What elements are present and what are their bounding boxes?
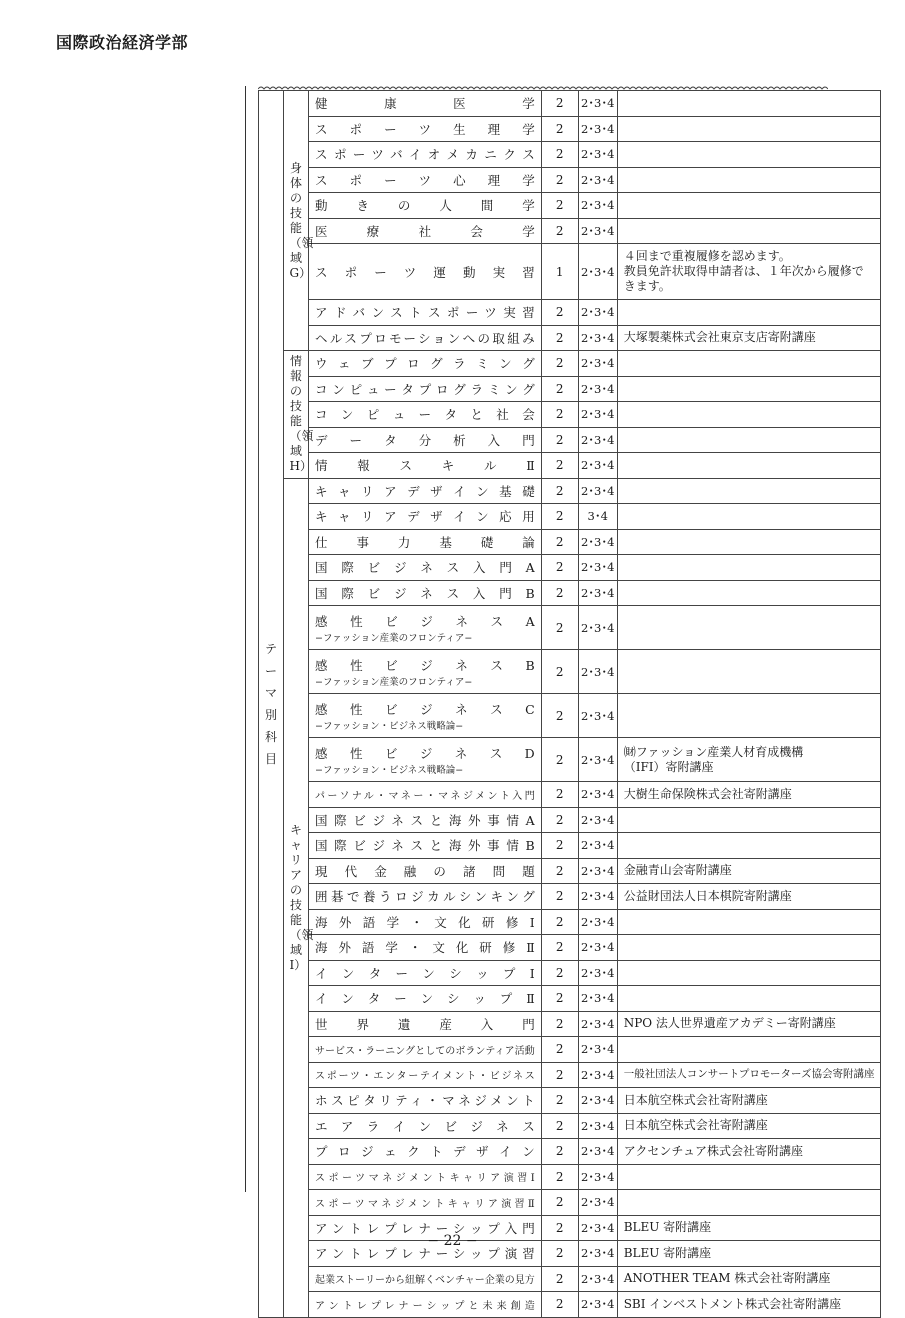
credits-cell: 2 (541, 1266, 578, 1292)
credits-cell: 2 (541, 142, 578, 168)
table-row (259, 986, 881, 1012)
credits-cell: 2 (541, 1215, 578, 1241)
group-label (284, 478, 314, 1317)
course-name: ホスピタリティ・マネジメント (309, 1088, 542, 1114)
course-name (309, 650, 542, 694)
table-row (259, 193, 881, 219)
note-cell (617, 1164, 881, 1190)
note-cell (617, 427, 881, 453)
years-cell: 3･4 (578, 504, 617, 530)
table-row (259, 244, 881, 300)
years-cell: 2･3･4 (578, 1190, 617, 1216)
course-name: コ ン ピ ュ ー タ と 社 会 (309, 402, 542, 428)
course-name: アントレプレナーシップと未来創造 (309, 1292, 542, 1318)
years-cell: 2･3･4 (578, 1011, 617, 1037)
table-row (259, 935, 881, 961)
credits-cell: 2 (541, 986, 578, 1012)
table-row (259, 427, 881, 453)
years-cell: 2･3･4 (578, 1266, 617, 1292)
years-cell: 2･3･4 (578, 1113, 617, 1139)
course-name: 現 代 金 融 の 諸 問 題 (309, 858, 542, 884)
course-name: デ ー タ 分 析 入 門 (309, 427, 542, 453)
note-cell (617, 833, 881, 859)
credits-cell: 2 (541, 1241, 578, 1267)
course-name: ス ポ ー ツ 運 動 実 習 (309, 244, 542, 300)
table-row (259, 1062, 881, 1088)
table-row (259, 453, 881, 479)
years-cell: 2･3･4 (578, 986, 617, 1012)
table-row (259, 1266, 881, 1292)
credits-cell: 2 (541, 1088, 578, 1114)
course-name: 世 界 遺 産 入 門 (309, 1011, 542, 1037)
credits-cell: 2 (541, 909, 578, 935)
note-cell: アクセンチュア株式会社寄附講座 (617, 1139, 881, 1165)
years-cell: 2･3･4 (578, 116, 617, 142)
course-name-main: 感 性 ビ ジ ネ ス D (315, 745, 535, 761)
course-name-main: 感 性 ビ ジ ネ ス C (315, 701, 535, 717)
table-row (259, 650, 881, 694)
note-cell: 公益財団法人日本棋院寄附講座 (617, 884, 881, 910)
years-cell: 2･3･4 (578, 325, 617, 351)
note-cell (617, 478, 881, 504)
course-subtitle: −ファッション産業のフロンティア− (315, 676, 473, 688)
credits-cell: 2 (541, 193, 578, 219)
years-cell: 2･3･4 (578, 782, 617, 808)
course-name: ス ポ ー ツ 心 理 学 (309, 167, 542, 193)
course-name: 動 き の 人 間 学 (309, 193, 542, 219)
table-row (259, 833, 881, 859)
table-row (259, 351, 881, 377)
credits-cell: 2 (541, 376, 578, 402)
course-name: 仕 事 力 基 礎 論 (309, 529, 542, 555)
years-cell: 2･3･4 (578, 580, 617, 606)
credits-cell: 2 (541, 606, 578, 650)
course-name: 国 際 ビ ジ ネ ス 入 門 A (309, 555, 542, 581)
years-cell: 2･3･4 (578, 1215, 617, 1241)
table-row (259, 1011, 881, 1037)
years-cell: 2･3･4 (578, 738, 617, 782)
years-cell: 2･3･4 (578, 858, 617, 884)
years-cell: 2･3･4 (578, 376, 617, 402)
credits-cell: 2 (541, 1011, 578, 1037)
credits-cell: 2 (541, 453, 578, 479)
note-cell: 日本航空株式会社寄附講座 (617, 1113, 881, 1139)
table-row (259, 116, 881, 142)
table-row (259, 1113, 881, 1139)
note-cell (617, 300, 881, 326)
table-row (259, 325, 881, 351)
note-cell (617, 91, 881, 117)
note-cell (617, 555, 881, 581)
note-cell: 一般社団法人コンサートプロモーターズ協会寄附講座 (617, 1062, 881, 1088)
credits-cell: 2 (541, 833, 578, 859)
years-cell: 2･3･4 (578, 167, 617, 193)
credits-cell: 2 (541, 782, 578, 808)
table-row (259, 167, 881, 193)
note-cell (617, 909, 881, 935)
group-label-text: 情報の技能（領域H） (289, 354, 314, 474)
credits-cell: 2 (541, 1139, 578, 1165)
years-cell: 2･3･4 (578, 1164, 617, 1190)
note-cell (617, 807, 881, 833)
note-cell: ANOTHER TEAM 株式会社寄附講座 (617, 1266, 881, 1292)
credits-cell: 2 (541, 935, 578, 961)
course-name: スポーツ・エンターテイメント・ビジネス (309, 1062, 542, 1088)
note-cell (617, 167, 881, 193)
years-cell: 2･3･4 (578, 1062, 617, 1088)
course-name: 海 外 語 学 ・ 文 化 研 修 Ⅱ (309, 935, 542, 961)
course-name: 海 外 語 学 ・ 文 化 研 修 Ⅰ (309, 909, 542, 935)
table-row (259, 91, 881, 117)
table-row (259, 807, 881, 833)
note-cell: 大塚製薬株式会社東京支店寄附講座 (617, 325, 881, 351)
table-row (259, 1292, 881, 1318)
course-name: 健 康 医 学 (309, 91, 542, 117)
course-name: パーソナル・マネー・マネジメント入門 (309, 782, 542, 808)
table-row (259, 580, 881, 606)
note-cell (617, 376, 881, 402)
group-label (284, 351, 314, 479)
credits-cell: 2 (541, 1113, 578, 1139)
table-row (259, 782, 881, 808)
table-row (259, 884, 881, 910)
years-cell: 2･3･4 (578, 244, 617, 300)
note-cell (617, 1190, 881, 1216)
credits-cell: 2 (541, 1292, 578, 1318)
note-cell: 大樹生命保険株式会社寄附講座 (617, 782, 881, 808)
credits-cell: 2 (541, 1062, 578, 1088)
credits-cell: 2 (541, 300, 578, 326)
note-cell (617, 986, 881, 1012)
table-row (259, 909, 881, 935)
course-name: プ ロ ジ ェ ク ト デ ザ イ ン (309, 1139, 542, 1165)
note-cell: SBI インベストメント株式会社寄附講座 (617, 1292, 881, 1318)
note-cell: BLEU 寄附講座 (617, 1241, 881, 1267)
table-row (259, 738, 881, 782)
credits-cell: 2 (541, 960, 578, 986)
note-cell: 金融青山会寄附講座 (617, 858, 881, 884)
credits-cell: 2 (541, 478, 578, 504)
years-cell: 2･3･4 (578, 91, 617, 117)
years-cell: 2･3･4 (578, 807, 617, 833)
note-cell (617, 402, 881, 428)
course-name: キ ャ リ ア デ ザ イ ン 基 礎 (309, 478, 542, 504)
course-name (309, 694, 542, 738)
years-cell: 2･3･4 (578, 935, 617, 961)
credits-cell: 2 (541, 650, 578, 694)
course-name: イ ン タ ー ン シ ッ プ Ⅱ (309, 986, 542, 1012)
table-row (259, 694, 881, 738)
credits-cell: 2 (541, 529, 578, 555)
years-cell: 2･3･4 (578, 402, 617, 428)
years-cell: 2･3･4 (578, 606, 617, 650)
credits-cell: 2 (541, 167, 578, 193)
course-name: 情 報 ス キ ル Ⅱ (309, 453, 542, 479)
credits-cell: 2 (541, 807, 578, 833)
course-subtitle: −ファッション・ビジネス戦略論− (315, 720, 464, 732)
course-subtitle: −ファッション産業のフロンティア− (315, 632, 473, 644)
note-cell (617, 218, 881, 244)
course-subtitle: −ファッション・ビジネス戦略論− (315, 764, 464, 776)
credits-cell: 2 (541, 555, 578, 581)
years-cell: 2･3･4 (578, 142, 617, 168)
table-row (259, 606, 881, 650)
course-name: 国際ビジネスと海外事情A (309, 807, 542, 833)
credits-cell: 2 (541, 738, 578, 782)
table-row (259, 376, 881, 402)
table-row (259, 1088, 881, 1114)
note-cell (617, 694, 881, 738)
credits-cell: 2 (541, 504, 578, 530)
note-cell (617, 116, 881, 142)
years-cell: 2･3･4 (578, 529, 617, 555)
table-row (259, 960, 881, 986)
credits-cell: 1 (541, 244, 578, 300)
table-row (259, 504, 881, 530)
margin-rule (245, 86, 246, 1192)
table-row (259, 858, 881, 884)
note-cell (617, 935, 881, 961)
note-cell (617, 453, 881, 479)
credits-cell: 2 (541, 402, 578, 428)
credits-cell: 2 (541, 91, 578, 117)
note-cell (617, 504, 881, 530)
years-cell: 2･3･4 (578, 1241, 617, 1267)
course-name: 国際ビジネスと海外事情B (309, 833, 542, 859)
course-name: スポーツマネジメントキャリア演習Ⅱ (309, 1190, 542, 1216)
note-cell (617, 193, 881, 219)
years-cell: 2･3･4 (578, 478, 617, 504)
years-cell: 2･3･4 (578, 218, 617, 244)
course-name-main: 感 性 ビ ジ ネ ス B (315, 657, 535, 673)
note-cell (617, 580, 881, 606)
group-label-text: 身体の技能（領域G） (289, 160, 314, 280)
course-name: アントレプレナーシップ入門 (309, 1215, 542, 1241)
credits-cell: 2 (541, 884, 578, 910)
credits-cell: 2 (541, 351, 578, 377)
course-name: スポーツバイオメカニクス (309, 142, 542, 168)
page-number: − 22 − (427, 1233, 478, 1249)
years-cell: 2･3･4 (578, 650, 617, 694)
outer-group-label (259, 91, 284, 1318)
table-row (259, 1139, 881, 1165)
years-cell: 2･3･4 (578, 694, 617, 738)
course-name: アドバンストスポーツ実習 (309, 300, 542, 326)
table-row (259, 218, 881, 244)
group-label-text: キャリアの技能（領域Ⅰ） (289, 822, 314, 972)
years-cell: 2･3･4 (578, 193, 617, 219)
note-cell: NPO 法人世界遺産アカデミー寄附講座 (617, 1011, 881, 1037)
years-cell: 2･3･4 (578, 884, 617, 910)
years-cell: 2･3･4 (578, 453, 617, 479)
credits-cell: 2 (541, 1190, 578, 1216)
credits-cell: 2 (541, 218, 578, 244)
credits-cell: 2 (541, 325, 578, 351)
course-name: キ ャ リ ア デ ザ イ ン 応 用 (309, 504, 542, 530)
years-cell: 2･3･4 (578, 1139, 617, 1165)
faculty-title: 国際政治経済学部 (56, 33, 189, 52)
note-cell: ㈶ファッション産業人材育成機構 （IFI）寄附講座 (617, 738, 881, 782)
table-row (259, 1037, 881, 1063)
course-name-main: 感 性 ビ ジ ネ ス A (315, 613, 535, 629)
table-row (259, 555, 881, 581)
course-name: 囲碁で養うロジカルシンキング (309, 884, 542, 910)
course-name: サービス・ラーニングとしてのボランティア活動 (309, 1037, 542, 1063)
course-table (258, 90, 881, 1318)
course-name: ウ ェ ブ プ ロ グ ラ ミ ン グ (309, 351, 542, 377)
credits-cell: 2 (541, 1164, 578, 1190)
note-cell: ４回まで重複履修を認めます。 教員免許状取得申請者は、１年次から履修できます。 (617, 244, 881, 300)
years-cell: 2･3･4 (578, 833, 617, 859)
credits-cell: 2 (541, 1037, 578, 1063)
course-name: 国 際 ビ ジ ネ ス 入 門 B (309, 580, 542, 606)
note-cell (617, 1037, 881, 1063)
note-cell (617, 351, 881, 377)
course-name: 起業ストーリーから紐解くベンチャー企業の見方 (309, 1266, 542, 1292)
years-cell: 2･3･4 (578, 960, 617, 986)
course-name: エ ア ラ イ ン ビ ジ ネ ス (309, 1113, 542, 1139)
note-cell (617, 606, 881, 650)
outer-group-text: テーマ別科目 (264, 641, 277, 766)
table-row (259, 1164, 881, 1190)
course-name: ス ポ ー ツ 生 理 学 (309, 116, 542, 142)
note-cell (617, 529, 881, 555)
credits-cell: 2 (541, 116, 578, 142)
note-cell (617, 142, 881, 168)
years-cell: 2･3･4 (578, 909, 617, 935)
course-name: 医 療 社 会 学 (309, 218, 542, 244)
group-label (284, 91, 314, 351)
credits-cell: 2 (541, 580, 578, 606)
note-cell: BLEU 寄附講座 (617, 1215, 881, 1241)
course-name: イ ン タ ー ン シ ッ プ Ⅰ (309, 960, 542, 986)
note-cell (617, 650, 881, 694)
years-cell: 2･3･4 (578, 300, 617, 326)
credits-cell: 2 (541, 427, 578, 453)
table-row (259, 529, 881, 555)
course-name: スポーツマネジメントキャリア演習Ⅰ (309, 1164, 542, 1190)
table-row (259, 300, 881, 326)
years-cell: 2･3･4 (578, 427, 617, 453)
table-row (259, 402, 881, 428)
years-cell: 2･3･4 (578, 555, 617, 581)
years-cell: 2･3･4 (578, 1088, 617, 1114)
years-cell: 2･3･4 (578, 1037, 617, 1063)
note-cell (617, 960, 881, 986)
course-name (309, 738, 542, 782)
years-cell: 2･3･4 (578, 1292, 617, 1318)
credits-cell: 2 (541, 858, 578, 884)
course-name: ヘルスプロモーションへの取組み (309, 325, 542, 351)
table-row (259, 478, 881, 504)
course-name: アントレプレナーシップ演習 (309, 1241, 542, 1267)
years-cell: 2･3･4 (578, 351, 617, 377)
table-row (259, 1190, 881, 1216)
credits-cell: 2 (541, 694, 578, 738)
course-name (309, 606, 542, 650)
course-name: コンピュータプログラミング (309, 376, 542, 402)
note-cell: 日本航空株式会社寄附講座 (617, 1088, 881, 1114)
table-row (259, 142, 881, 168)
